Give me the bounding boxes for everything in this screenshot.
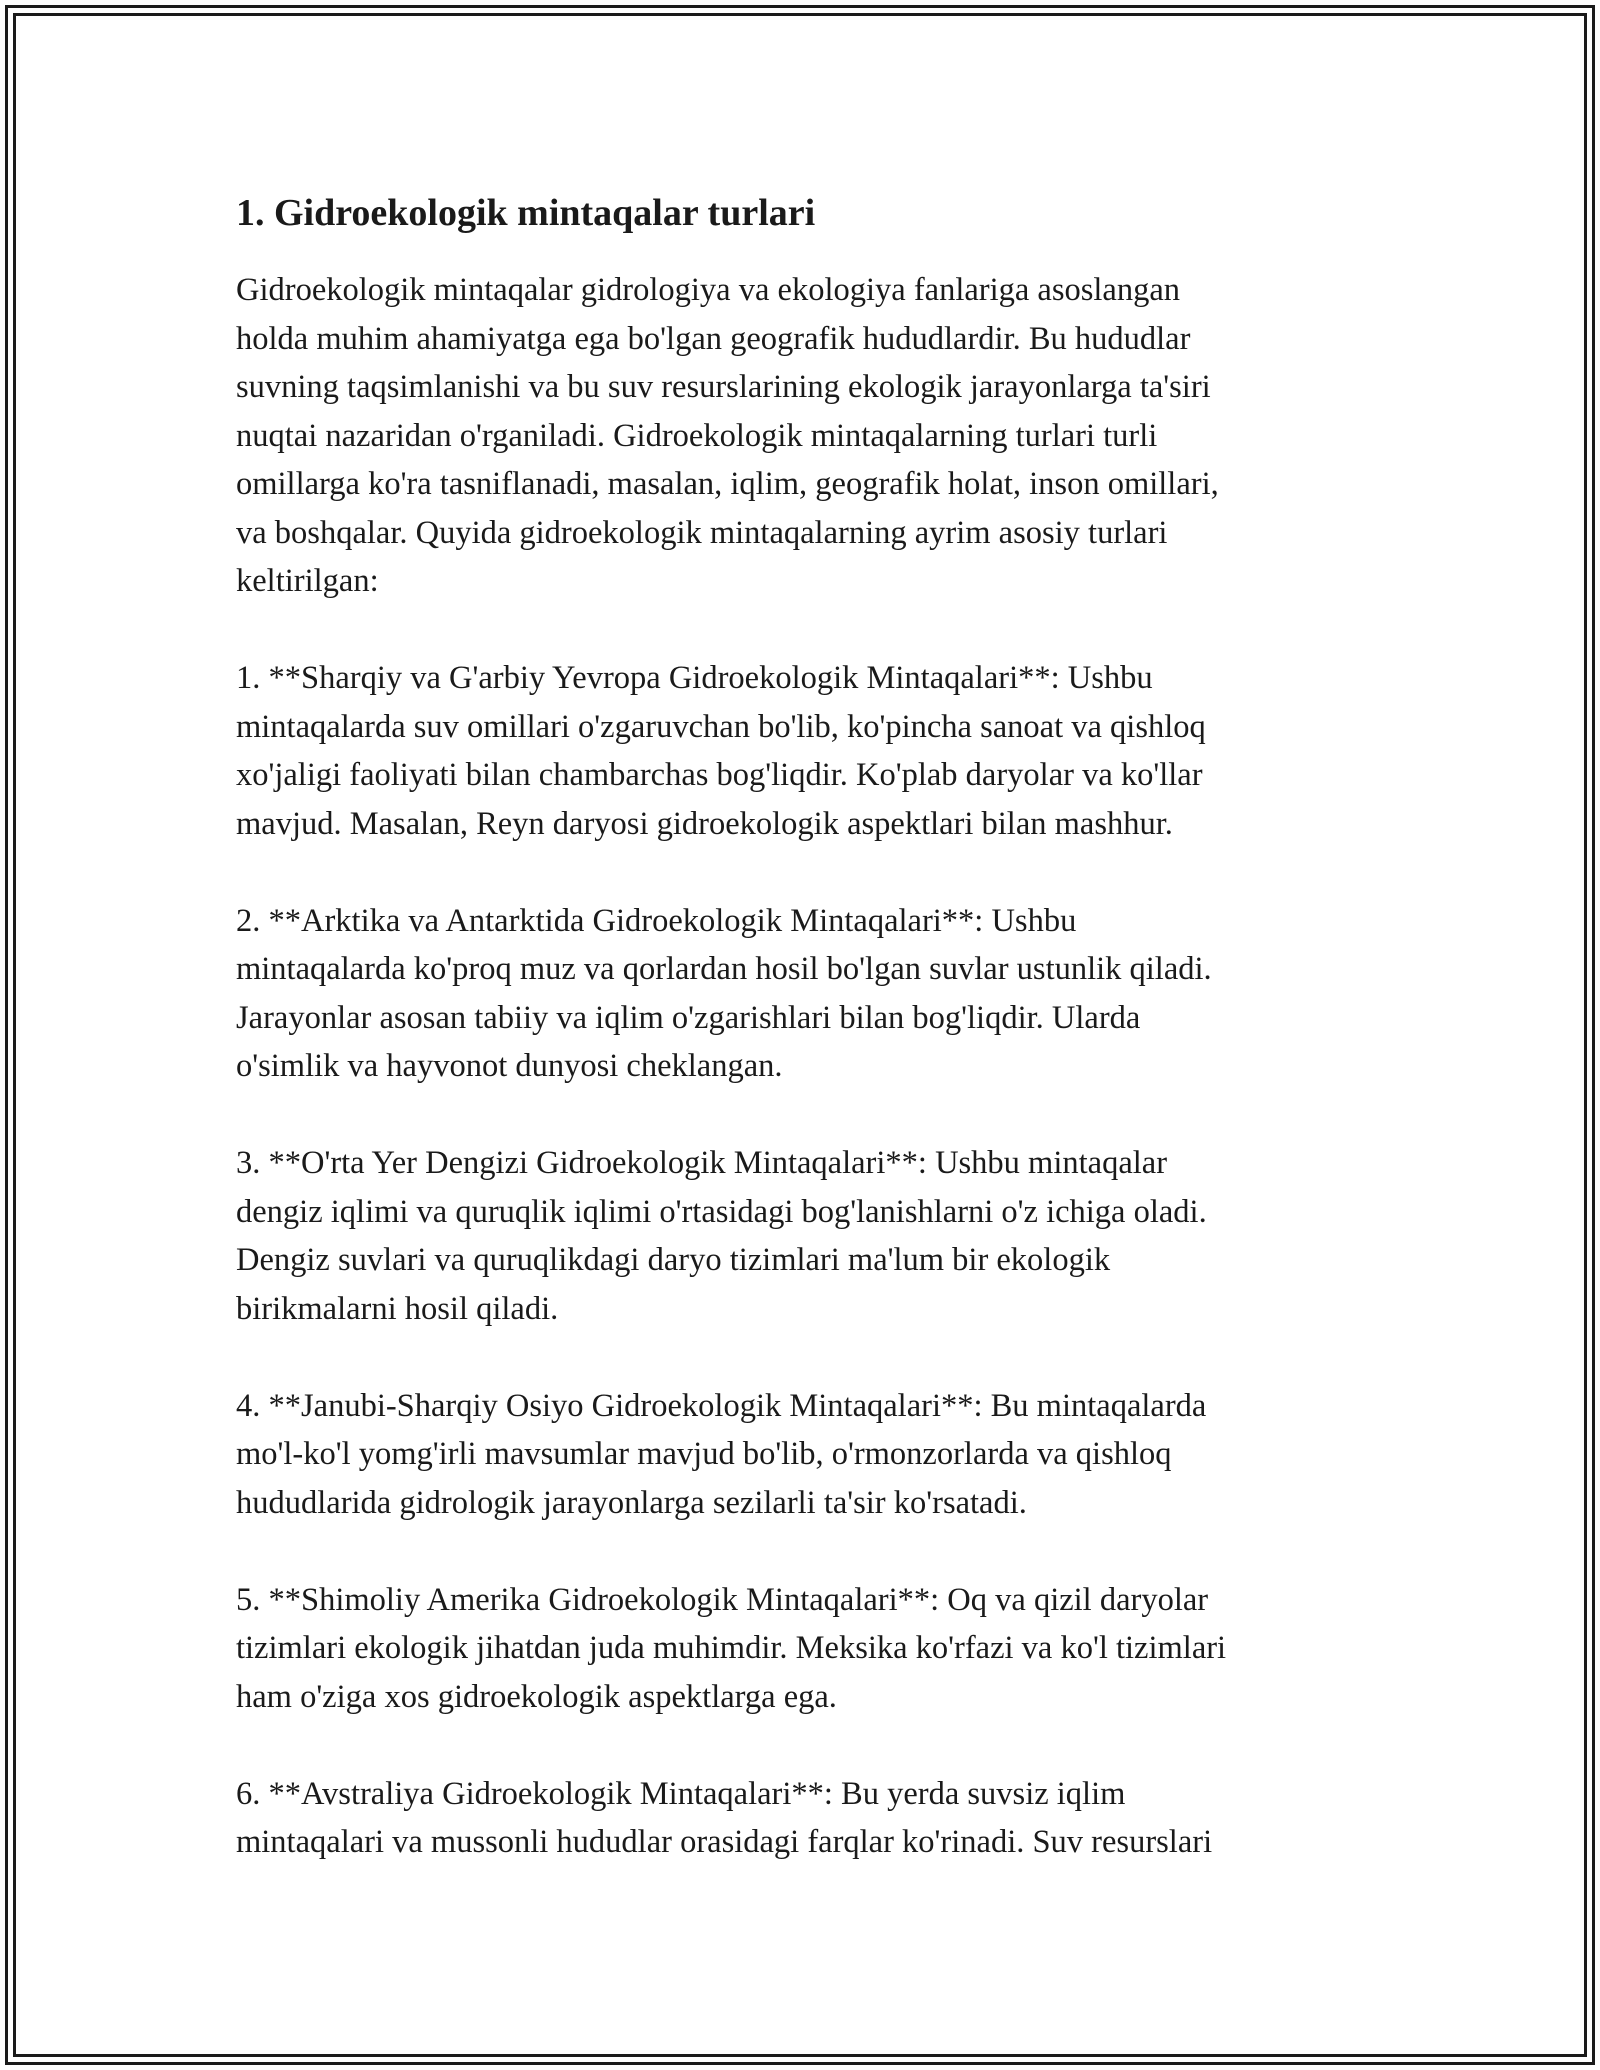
- intro-paragraph: Gidroekologik mintaqalar gidrologiya va ekologiya fanlariga asoslangan holda muhim ahamiyatga ega bo'lgan geografik hududlardir. Bu hududlar suvning taqsimlanishi va bu suv resurslarining ekologik jarayonlarga ta'siri nuqtai nazaridan o'rganiladi. Gidroekologik mintaqalarning turlari turli omillarga ko'ra tasniflanadi, masalan, iqlim, geografik holat, inson omillari, va boshqalar. Quyida gidroekologik mintaqalarning ayrim asosiy turlari keltirilgan:: [236, 272, 1219, 599]
- list-item-3: 3. **O'rta Yer Dengizi Gidroekologik Mintaqalari**: Ushbu mintaqalar dengiz iqlimi va quruqlik iqlimi o'rtasidagi bog'lanishlarni o'z ichiga oladi. Dengiz suvlari va quruqlikdagi daryo tizimlari ma'lum bir ekologik birikmalarni hosil qiladi.: [236, 1145, 1207, 1327]
- list-item-6: 6. **Avstraliya Gidroekologik Mintaqalari**: Bu yerda suvsiz iqlim mintaqalari va mussonli hududlar orasidagi farqlar ko'rinadi. Suv resurslari: [236, 1775, 1213, 1860]
- list-item-2: 2. **Arktika va Antarktida Gidroekologik Mintaqalari**: Ushbu mintaqalarda ko'proq muz va qorlardan hosil bo'lgan suvlar ustunlik qiladi. Jarayonlar asosan tabiiy va iqlim o'zgarishlari bilan bog'liqdir. Ularda o'simlik va hayvonot dunyosi cheklangan.: [236, 902, 1212, 1084]
- list-item-4: 4. **Janubi-Sharqiy Osiyo Gidroekologik Mintaqalari**: Bu mintaqalarda mo'l-ko'l yomg'irli mavsumlar mavjud bo'lib, o'rmonzorlarda va qishloq hududlarida gidrologik jarayonlarga sezilarli ta'sir ko'rsatadi.: [236, 1387, 1207, 1521]
- list-item-1: 1. **Sharqiy va G'arbiy Yevropa Gidroekologik Mintaqalari**: Ushbu mintaqalarda suv omillari o'zgaruvchan bo'lib, ko'pincha sanoat va qishloq xo'jaligi faoliyati bilan chambarchas bog'liqdir. Ko'plab daryolar va ko'llar mavjud. Masalan, Reyn daryosi gidroekologik aspektlari bilan mashhur.: [236, 660, 1206, 842]
- document-body: [236, 184, 1366, 1867]
- section-heading: 1. Gidroekologik mintaqalar turlari: [236, 192, 816, 234]
- list-item-5: 5. **Shimoliy Amerika Gidroekologik Mintaqalari**: Oq va qizil daryolar tizimlari ekologik jihatdan juda muhimdir. Meksika ko'rfazi va ko'l tizimlari ham o'ziga xos gidroekologik aspektlarga ega.: [236, 1581, 1227, 1715]
